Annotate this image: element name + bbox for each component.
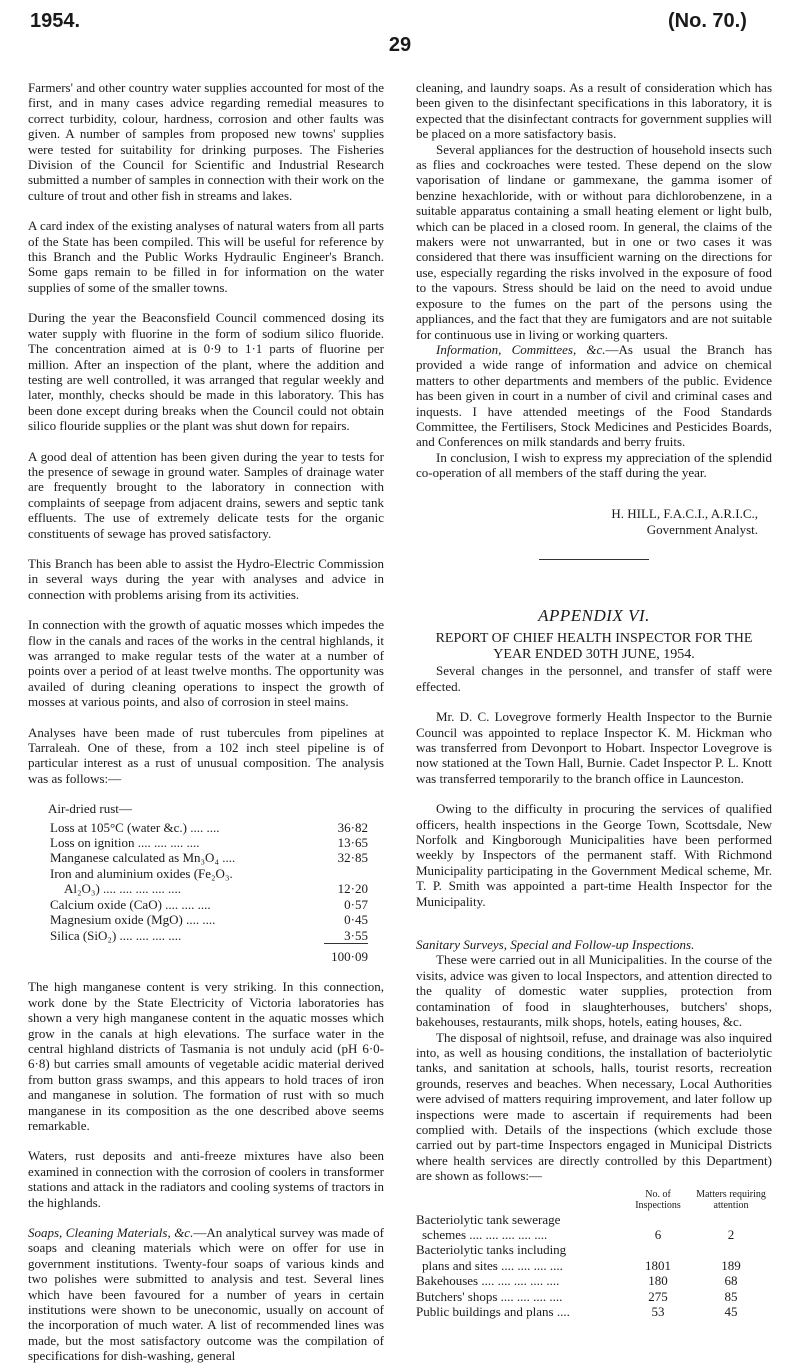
table-row	[50, 912, 368, 927]
paragraph: A card index of the existing analyses of natural waters from all parts of the State has been compiled. This will be useful for reference by this Branch and the Public Works Hydraulic Engineer's Branch. Some gaps remain to be filled in for information on the water supplies of some of the smaller towns.	[28, 218, 384, 295]
row-label: Silica (SiO₂) .... .... .... ....	[50, 928, 182, 943]
table-row	[50, 850, 368, 865]
report-title: REPORT OF CHIEF HEALTH INSPECTOR FOR THE YEAR ENDED 30TH JUNE, 1954.	[435, 631, 753, 663]
table-row	[50, 881, 368, 896]
cell-inspections: 6	[654, 1226, 662, 1242]
row-label: Bakehouses .... .... .... .... ....	[416, 1273, 560, 1289]
paragraph-text: —As usual the Branch has provided a wide range of information and advice on chemical matters to other departments and members of the public. Evidence has been given in court in a number of civil and criminal cases and inquests. I have attended meetings of the Food Standards Committee, the Fertilisers, Stock Medicines and Pesticides Boards, and Conferences on milk standards and berry fruits.	[416, 341, 772, 450]
row-label: plans and sites .... .... .... ....	[422, 1257, 563, 1273]
appendix-heading: APPENDIX VI.	[538, 605, 650, 625]
table-total-row	[50, 943, 368, 964]
table-row	[416, 1289, 772, 1304]
row-label: schemes .... .... .... .... ....	[422, 1226, 548, 1242]
cell-inspections	[626, 1242, 690, 1257]
column-header: No. of Inspections	[635, 1188, 681, 1211]
table-row	[416, 1273, 772, 1288]
cell-matters	[690, 1242, 772, 1257]
row-label: Magnesium oxide (MgO) .... ....	[50, 912, 216, 928]
right-column	[416, 80, 772, 1319]
paragraph: cleaning, and laundry soaps. As a result of consideration which has been given to the disinfectant specifications in this laboratory, it is expected that the disinfectant contracts for government supplies will be placed on a more satisfactory basis.	[416, 80, 772, 142]
cell-inspections	[626, 1212, 690, 1227]
paragraph: These were carried out in all Municipalities. In the course of the visits, advice was given to local Inspectors, and attention directed to the quality of domestic water supplies, protection from contamination of food in slaughterhouses, butchers' shops, bakehouses, restaurants, milk shops, hotels, eating houses, &c.	[416, 952, 772, 1030]
cell-matters: 2	[727, 1226, 735, 1242]
paragraph: The disposal of nightsoil, refuse, and drainage was also inquired into, as well as housing conditions, the installation of bacteriolytic tanks, and sanitation at schools, halls, tourist resorts, recreation grounds, reserves and beaches. When necessary, Local Authorities were advised of matters requiring improvement, and later follow up inspections were made to ascertain if requirements had been complied with. Details of the inspections (which exclude those carried out by part-time Inspectors engaged in Municipal Districts where health services are directly controlled by this Department) are shown as follows:—	[416, 1029, 772, 1184]
row-label: Loss at 105°C (water &c.) .... ....	[50, 819, 220, 835]
left-column	[28, 80, 384, 1364]
row-value: 12·20	[337, 881, 368, 897]
paragraph	[416, 342, 772, 450]
cell-matters: 68	[724, 1273, 738, 1289]
signature-name: H. HILL, F.A.C.I., A.R.I.C.,	[611, 505, 758, 521]
row-label: Loss on ignition .... .... .... ....	[50, 835, 200, 851]
table-row	[50, 928, 368, 944]
column-header: Matters requiring attention	[696, 1188, 766, 1211]
divider	[539, 559, 649, 560]
cell-matters: 85	[724, 1288, 738, 1304]
paragraph: During the year the Beaconsfield Council commenced dosing its water supply with fluorine in the form of sodium silico fluoride. The concentration aimed at is 0·9 to 1·1 parts of fluorine per million. After an inspection of the plant, where the addition and testing are well controlled, it was arranged that regular weekly and later, monthly, checks should be made in this laboratory. This has been done except during breaks when the Council could not obtain silico flouride supplies or the plant was shut down for repairs.	[28, 310, 384, 434]
table-row	[50, 835, 368, 850]
table-row	[50, 866, 368, 881]
signature-title: Government Analyst.	[646, 521, 758, 537]
row-value: 0·45	[344, 912, 368, 928]
paragraph: In conclusion, I wish to express my appreciation of the splendid co-operation of all members of the staff during the year.	[416, 449, 772, 481]
row-label: Public buildings and plans ....	[416, 1304, 570, 1319]
row-value: 13·65	[337, 835, 368, 851]
section-heading	[416, 937, 772, 952]
cell-matters	[690, 1212, 772, 1227]
paragraph: The high manganese content is very striking. In this connection, work done by the State Electricity of Victoria laboratories has shown a very high manganese content in the aquatic mosses which grow in the canals at high elevations. The surface water in the central highland districts of Tasmania is not unduly acid (pH 6·0-6·8) but carries small amounts of vegetable acidic material derived from button grass swamps, and this appears to hold traces of iron and manganese in solution. The formation of rust with so much manganese in its composition as the one described above seems remarkable.	[28, 979, 384, 1133]
rust-analysis-table	[50, 820, 368, 965]
report-number: (No. 70.)	[668, 10, 747, 32]
cell-matters: 45	[724, 1304, 738, 1319]
row-label: Al₂O₃) .... .... .... .... ....	[64, 881, 182, 897]
row-label: Manganese calculated as Mn₃O₄ ....	[50, 850, 236, 866]
table-row	[416, 1258, 772, 1273]
row-label: Bacteriolytic tank sewerage	[416, 1211, 561, 1227]
paragraph: Several changes in the personnel, and transfer of staff were effected.	[416, 663, 772, 694]
table-row	[50, 897, 368, 912]
inspections-table	[416, 1188, 772, 1320]
cell-inspections: 180	[648, 1273, 668, 1289]
paragraph: Waters, rust deposits and anti-freeze mixtures have also been examined in connection with the corrosion of coolers in transformer stations and attack in the radiators and cooling systems of tractors in the highlands.	[28, 1148, 384, 1210]
paragraph: In connection with the growth of aquatic mosses which impedes the flow in the canals and races of the works in the central highlands, it was arranged to make regular tests of the water at a number of points over a period of at least twelve months. The opportunity was availed of during cleaning operations to inspect the growth of mosses at various points, and also of corrosion in steel mains.	[28, 617, 384, 710]
table-row	[416, 1304, 772, 1319]
paragraph: This Branch has been able to assist the Hydro-Electric Commission in several ways during the year with analyses and advice in connection with problems arising from its activities.	[28, 555, 384, 602]
paragraph: Mr. D. C. Lovegrove formerly Health Inspector to the Burnie Council was appointed to replace Inspector K. M. Hickman who was transferred from Devonport to Hobart. Inspector Lovegrove is now stationed at the Town Hall, Burnie. Cadet Inspector P. L. Knott was transferred temporarily to the branch office in Launceston.	[416, 709, 772, 786]
paragraph: Analyses have been made of rust tubercules from pipelines at Tarraleah. One of these, from a 102 inch steel pipeline is of particular interest as a rust of unusual composition. The analysis was as follows:—	[28, 724, 384, 786]
page-number: 29	[388, 34, 412, 56]
section-lead: Information, Committees, &c.	[436, 341, 606, 357]
cell-inspections: 53	[651, 1304, 665, 1319]
row-label: Butchers' shops .... .... .... ....	[416, 1288, 563, 1304]
table-row	[416, 1242, 772, 1257]
paragraph: Farmers' and other country water supplies accounted for most of the first, and in many cases advice regarding remedial measures to correct turbidity, colour, hardness, corrosion and other faults was given. A number of samples from proposed new towns' supplies were tested for suitability for drinking purposes. The Fisheries Division of the Council for Scientific and Industrial Research submitted a number of samples in connection with their work on the culture of trout and other fish in streams and lakes.	[28, 80, 384, 203]
paragraph-text: —An analytical survey was made of soaps and cleaning materials which were on offer for use in government institutions. Twenty-four soaps of various kinds and two polishes were submitted to analysis and test. Several lines which have been favoured for a number of years in certain institutions were shown to be uneconomic, usually on account of the incorporation of much water. A list of recommended lines was made, but the most satisfactory outcome was the compilation of specifications for dish-washing, general	[28, 1225, 384, 1364]
table-row	[50, 820, 368, 835]
cell-inspections: 275	[648, 1288, 668, 1304]
row-label: Iron and aluminium oxides (Fe₂O₃.	[50, 865, 233, 881]
row-value: 3·55	[344, 927, 368, 943]
cell-inspections: 1801	[645, 1257, 671, 1273]
row-value: 32·85	[337, 850, 368, 866]
section-lead: Sanitary Surveys, Special and Follow-up Inspections.	[416, 937, 695, 953]
table-row	[416, 1212, 772, 1227]
report-year: 1954.	[30, 10, 81, 32]
total-value: 100·09	[324, 943, 368, 964]
row-value	[324, 866, 368, 881]
row-value: 0·57	[344, 896, 368, 912]
row-value: 36·82	[337, 819, 368, 835]
paragraph	[28, 1225, 384, 1364]
row-label: Bacteriolytic tanks including	[416, 1242, 567, 1258]
section-lead: Soaps, Cleaning Materials, &c.	[28, 1225, 194, 1240]
cell-matters: 189	[721, 1257, 741, 1273]
paragraph: Several appliances for the destruction of household insects such as flies and cockroaches were tested. These depend on the slow vaporisation of lindane or gammexane, the gamma isomer of benzine hexachloride, with or without para dichlorobenzene, in a suitable apparatus containing a small heating element or light bulb, which can be placed in a closed room. In general, the claims of the makers were not unwarranted, but in one or two cases it was considered that there was insufficient warning on the directions for use, especially regarding the risks involved in the exposure of food to the vapours. Stress should be laid on the need to avoid undue exposure to the fumes on the part of the persons using the appliances, and the fact that they are fumigators and are not suitable for continuous use in living or working quarters.	[416, 141, 772, 342]
rust-table-title: Air-dried rust—	[48, 801, 132, 817]
row-label: Calcium oxide (CaO) .... .... ....	[50, 896, 211, 912]
table-row	[416, 1227, 772, 1242]
paragraph: A good deal of attention has been given during the year to tests for the presence of sewage in ground water. Samples of drainage water are frequently brought to the laboratory in connection with complaints of seepage from adjacent drains, sewers and septic tank effluents. The use of extremely delicate tests for the organic constituents of sewage has proved satisfactory.	[28, 448, 384, 541]
paragraph: Owing to the difficulty in procuring the services of qualified officers, health inspections in the George Town, Scottsdale, New Norfolk and Kingborough Municipalities have been performed weekly by Inspectors of the permanent staff. With Richmond Municipality participating in the Government Medical scheme, Mr. T. P. Smith was appointed a part-time Health Inspector for the Municipality.	[416, 801, 772, 909]
